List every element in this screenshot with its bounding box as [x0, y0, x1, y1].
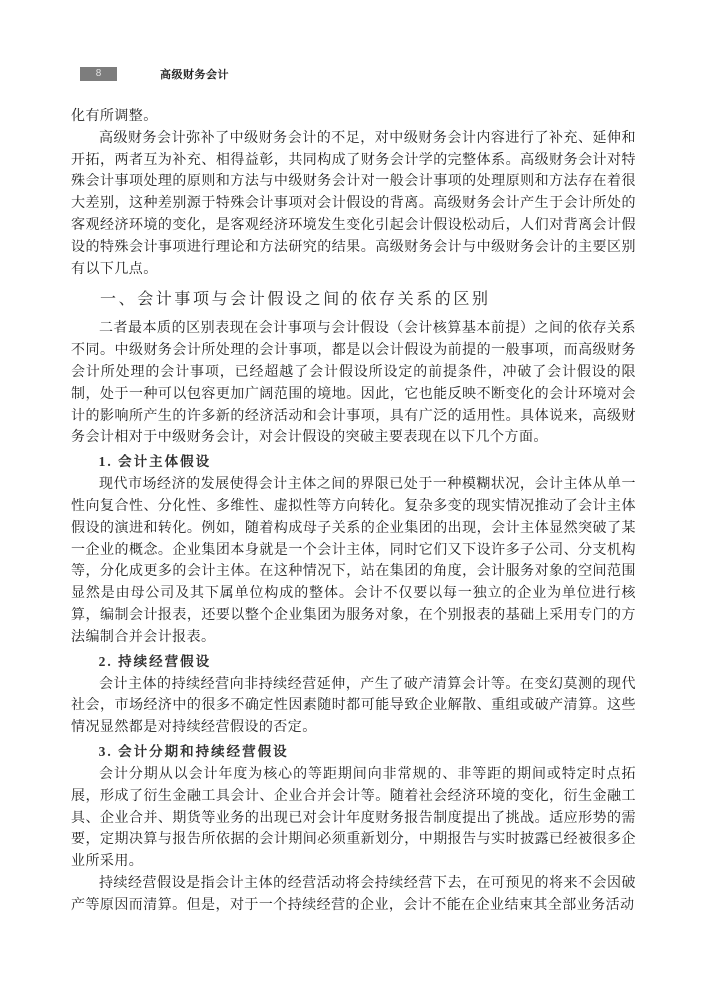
paragraph-going-concern-definition: 持续经营假设是指会计主体的经营活动将会持续经营下去，在可预见的将来不会因破产等原因而清算。但是，对于一个持续经营的企业，会计不能在企业结束其全部业务活动	[71, 875, 636, 913]
continuation-paragraph: 化有所调整。	[71, 109, 158, 124]
subheading-accounting-period: 3. 会计分期和持续经营假设	[98, 743, 289, 759]
section-heading: 一、会计事项与会计假设之间的依存关系的区别	[100, 291, 491, 309]
running-title: 高级财务会计	[160, 69, 229, 81]
page-header	[80, 66, 229, 82]
page-number-badge: 8	[80, 67, 117, 81]
paragraph-accounting-entity: 现代市场经济的发展使得会计主体之间的界限已处于一种模糊状况，会计主体从单一性向复合性、分化性、多维性、虚拟性等方向转化。复杂多变的现实情况推动了会计主体假设的演进和转化。例如，随着构成母子关系的企业集团的出现，会计主体显然突破了某一企业的概念。企业集团本身就是一个会计主体，同时它们又下设许多子公司、分支机构等，分化成更多的会计主体。在这种情况下，站在集团的角度，会计服务对象的空间范围显然是由母公司及其下属单位构成的整体。会计不仅要以每一独立的企业为单位进行核算，编制会计报表，还要以整个企业集团为服务对象，在个别报表的基础上采用专门的方法编制合并会计报表。	[71, 477, 636, 645]
paragraph-going-concern: 会计主体的持续经营向非持续经营延伸，产生了破产清算会计等。在变幻莫测的现代社会，市场经济中的很多不确定性因素随时都可能导致企业解散、重组或破产清算。这些情况显然都是对持续经营假设的否定。	[71, 676, 636, 736]
paragraph-overview: 高级财务会计弥补了中级财务会计的不足，对中级财务会计内容进行了补充、延伸和开拓，两者互为补充、相得益彰，共同构成了财务会计学的完整体系。高级财务会计对特殊会计事项处理的原则和方法与中级财务会计对一般会计事项的处理原则和方法存在着很大差别，这种差别源于特殊会计事项对会计假设的背离。高级财务会计产生于会计所处的客观经济环境的变化，是客观经济环境发生变化引起会计假设松动后，人们对背离会计假设的特殊会计事项进行理论和方法研究的结果。高级财务会计与中级财务会计的主要区别有以下几点。	[71, 130, 636, 277]
paragraph-dependency-difference: 二者最本质的区别表现在会计事项与会计假设（会计核算基本前提）之间的依存关系不同。中级财务会计所处理的会计事项，都是以会计假设为前提的一般事项，而高级财务会计所处理的会计事项，已经超越了会计假设所设定的前提条件，冲破了会计假设的限制，处于一种可以包容更加广阔范围的境地。因此，它也能反映不断变化的会计环境对会计的影响所产生的许多新的经济活动和会计事项，具有广泛的适用性。具体说来，高级财务会计相对于中级财务会计，对会计假设的突破主要表现在以下几个方面。	[71, 321, 636, 446]
subheading-going-concern: 2. 持续经营假设	[98, 653, 212, 669]
page-body	[71, 106, 636, 917]
subheading-accounting-entity: 1. 会计主体假设	[98, 454, 212, 470]
paragraph-accounting-period: 会计分期从以会计年度为核心的等距期间向非常规的、非等距的期间或特定时点拓展，形成了衍生金融工具会计、企业合并会计等。随着社会经济环境的变化，衍生金融工具、企业合并、期货等业务的出现已对会计年度财务报告制度提出了挑战。适应形势的需要，定期决算与报告所依据的会计期间必须重新划分，中期报告与实时披露已经被很多企业所采用。	[71, 766, 636, 870]
